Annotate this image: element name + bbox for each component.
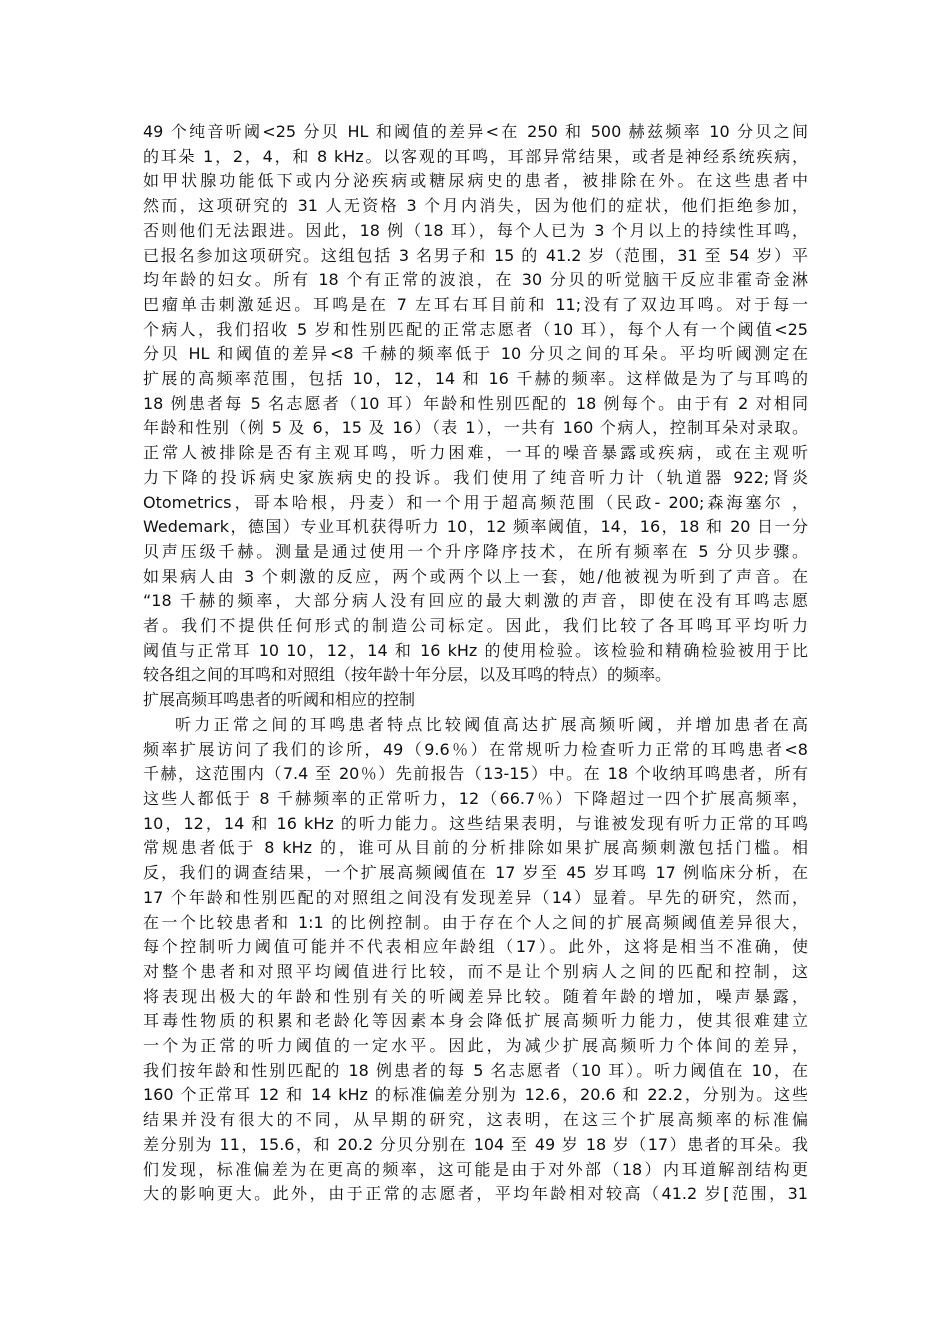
text-line: 者。我们不提供任何形式的制造公司标定。因此，我们比较了各耳鸣耳平均听力 (143, 616, 808, 636)
text-line: 160 个正常耳 12 和 14 kHz 的标准偏差分别为 12.6，20.6 和 22.2，分别为。这些 (143, 1085, 808, 1105)
text-line: 对整个患者和对照平均阈值进行比较，而不是让个别病人之间的匹配和控制，这 (143, 961, 808, 981)
text-line: 如果病人由 3 个刺激的反应，两个或两个以上一套，她/他被视为听到了声音。在 (143, 566, 808, 586)
text-line: 扩展的高频率范围，包括 10，12，14 和 16 千赫的频率。这样做是为了与耳鸣的 (143, 369, 808, 389)
text-line: 千赫，这范围内（7.4 至 20％）先前报告（13-15）中。在 18 个收纳耳鸣患者，所有 (143, 764, 808, 784)
text-line: 否则他们无法跟进。因此，18 例（18 耳），每个人已为 3 个月以上的持续性耳鸣， (143, 220, 808, 240)
body-paragraph-1 (143, 120, 808, 688)
text-line: 如甲状腺功能低下或内分泌疾病或糖尿病史的患者，被排除在外。在这些患者中 (143, 171, 808, 191)
text-line: 的耳朵 1，2，4，和 8 kHz。以客观的耳鸣，耳部异常结果，或者是神经系统疾病， (143, 146, 808, 166)
text-line: 将表现出极大的年龄和性别有关的听阈差异比较。随着年龄的增加，噪声暴露， (143, 986, 808, 1006)
text-line: 力下降的投诉病史家族病史的投诉。我们使用了纯音听力计（轨道器 922;肾炎 (143, 467, 808, 487)
body-paragraph-2 (143, 713, 808, 1207)
text-line: 年龄和性别（例 5 及 6，15 及 16）（表 1），一共有 160 个病人，控制耳朵对录取。 (143, 418, 808, 438)
text-line: 分贝 HL 和阈值的差异<8 千赫的频率低于 10 分贝之间的耳朵。平均听阈测定在 (143, 344, 808, 364)
text-line: 每个控制听力阈值可能并不代表相应年龄组（17）。此外，这将是相当不准确，使 (143, 937, 808, 957)
text-line: 听力正常之间的耳鸣患者特点比较阈值高达扩展高频听阈，并增加患者在高 (175, 714, 808, 734)
text-line: 较各组之间的耳鸣和对照组（按年龄十年分层，以及耳鸣的特点）的频率。 (143, 665, 672, 685)
text-line: Otometrics，哥本哈根，丹麦）和一个用于超高频范围（民政- 200;森海塞尔 ， (143, 492, 808, 512)
text-line: 巴瘤单击刺激延迟。耳鸣是在 7 左耳右耳目前和 11;没有了双边耳鸣。对于每一 (143, 294, 808, 314)
text-line: 频率扩展访问了我们的诊所，49（9.6％）在常规听力检查听力正常的耳鸣患者<8 (143, 739, 808, 759)
text-line: 们发现，标准偏差为在更高的频率，这可能是由于对外部（18）内耳道解剖结构更 (143, 1159, 808, 1179)
text-line: 已报名参加这项研究。这组包括 3 名男子和 15 的 41.2 岁（范围，31 至 54 岁）平 (143, 245, 808, 265)
text-line: 阈值与正常耳 10 10，12，14 和 16 kHz 的使用检验。该检验和精确检验被用于比 (143, 640, 808, 660)
text-line: 正常人被排除是否有主观耳鸣，听力困难，一耳的噪音暴露或疾病，或在主观听 (143, 443, 808, 463)
text-line: 然而，这项研究的 31 人无资格 3 个月内消失，因为他们的症状，他们拒绝参加， (143, 196, 808, 216)
text-line: 耳毒性物质的积累和老龄化等因素本身会降低扩展高频听力能力，使其很难建立 (143, 1011, 808, 1031)
text-line: 个病人，我们招收 5 岁和性别匹配的正常志愿者（10 耳），每个人有一个阈值<25 (143, 319, 808, 339)
text-line: 我们按年龄和性别匹配的 18 例患者的每 5 名志愿者（10 耳）。听力阈值在 10，在 (143, 1060, 808, 1080)
section-heading: 扩展高频耳鸣患者的听阈和相应的控制 (143, 690, 416, 710)
text-line: 17 个年龄和性别匹配的对照组之间没有发现差异（14）显着。早先的研究，然而， (143, 887, 808, 907)
text-line: 结果并没有很大的不同，从早期的研究，这表明，在这三个扩展高频率的标准偏 (143, 1110, 808, 1130)
text-line: 10，12，14 和 16 kHz 的听力能力。这些结果表明，与谁被发现有听力正常的耳鸣 (143, 813, 808, 833)
text-line: 49 个纯音听阈<25 分贝 HL 和阈值的差异<在 250 和 500 赫兹频率 10 分贝之间 (143, 122, 808, 141)
text-line: 一个为正常的听力阈值的一定水平。因此，为减少扩展高频听力个体间的差异， (143, 1036, 808, 1056)
text-line: 差分别为 11，15.6，和 20.2 分贝分别在 104 至 49 岁 18 岁（17）患者的耳朵。我 (143, 1134, 808, 1154)
text-line: 在一个比较患者和 1:1 的比例控制。由于存在个人之间的扩展高频阈值差异很大， (143, 912, 808, 932)
document-page (143, 120, 808, 1207)
text-line: 这些人都低于 8 千赫频率的正常听力，12（66.7％）下降超过一四个扩展高频率， (143, 788, 808, 808)
text-line: 18 例患者每 5 名志愿者（10 耳）年龄和性别匹配的 18 例每个。由于有 2 对相同 (143, 393, 808, 413)
text-line: 常规患者低于 8 kHz 的，谁可从目前的分析排除如果扩展高频刺激包括门槛。相 (143, 838, 808, 858)
text-line: 贝声压级千赫。测量是通过使用一个升序降序技术，在所有频率在 5 分贝步骤。 (143, 541, 808, 561)
text-line: 均年龄的妇女。所有 18 个有正常的波浪，在 30 分贝的听觉脑干反应非霍奇金淋 (143, 270, 808, 290)
text-line: Wedemark，德国）专业耳机获得听力 10，12 频率阈值，14，16，18 和 20 日一分 (143, 517, 808, 537)
text-line: “18 千赫的频率，大部分病人没有回应的最大刺激的声音，即使在没有耳鸣志愿 (143, 591, 808, 611)
text-line: 反，我们的调查结果，一个扩展高频阈值在 17 岁至 45 岁耳鸣 17 例临床分析，在 (143, 863, 808, 883)
text-line: 大的影响更大。此外，由于正常的志愿者，平均年龄相对较高（41.2 岁[范围，31 (143, 1184, 808, 1204)
